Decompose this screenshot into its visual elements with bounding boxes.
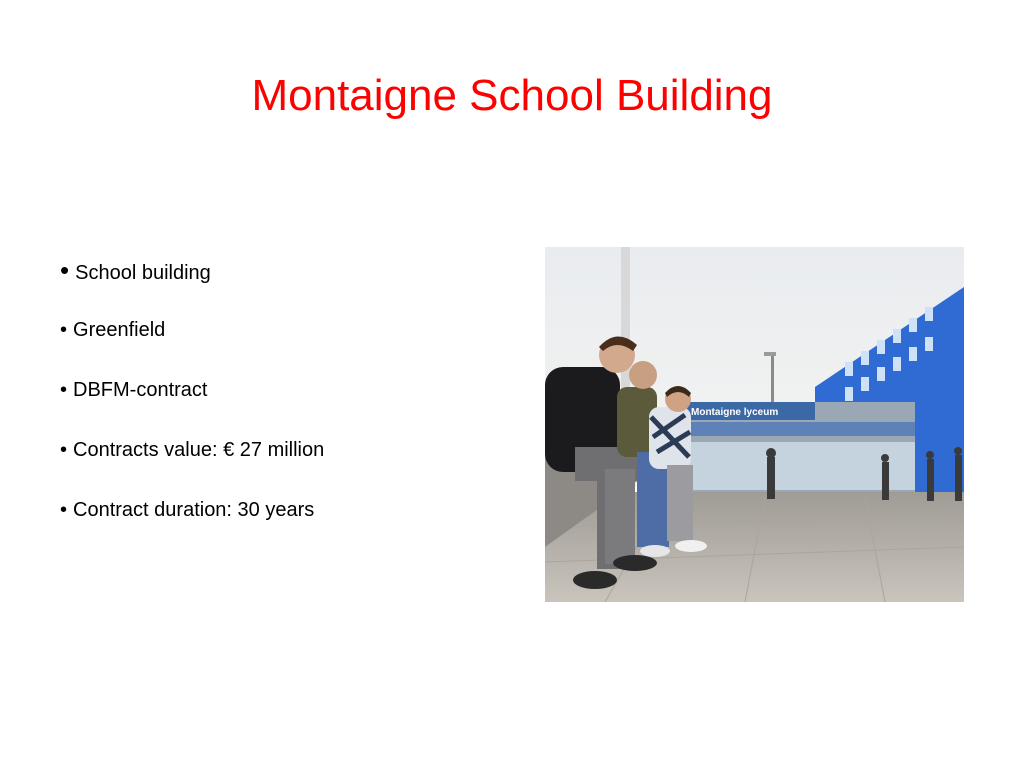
bullet-marker: • <box>60 379 68 401</box>
bullet-text: Greenfield <box>73 319 166 341</box>
bullet-item <box>60 378 324 438</box>
bullet-marker: • <box>60 499 68 521</box>
building-sign-text: Montaigne lyceum <box>691 407 779 418</box>
bullet-text: Contracts value: € 27 million <box>73 439 325 461</box>
bullet-item <box>60 255 324 318</box>
bullet-item <box>60 498 324 558</box>
bullet-item <box>60 318 324 378</box>
school-photo <box>545 247 964 602</box>
bullet-marker: • <box>60 255 70 285</box>
bullet-text: Contract duration: 30 years <box>73 499 315 521</box>
bullet-text: DBFM-contract <box>73 379 208 401</box>
bullet-text: School building <box>75 262 211 284</box>
bullet-marker: • <box>60 319 68 341</box>
bullet-marker: • <box>60 439 68 461</box>
pole <box>621 247 630 397</box>
bullet-item <box>60 438 324 498</box>
bullet-list <box>60 255 325 558</box>
slide-title: Montaigne School Building <box>251 71 773 120</box>
